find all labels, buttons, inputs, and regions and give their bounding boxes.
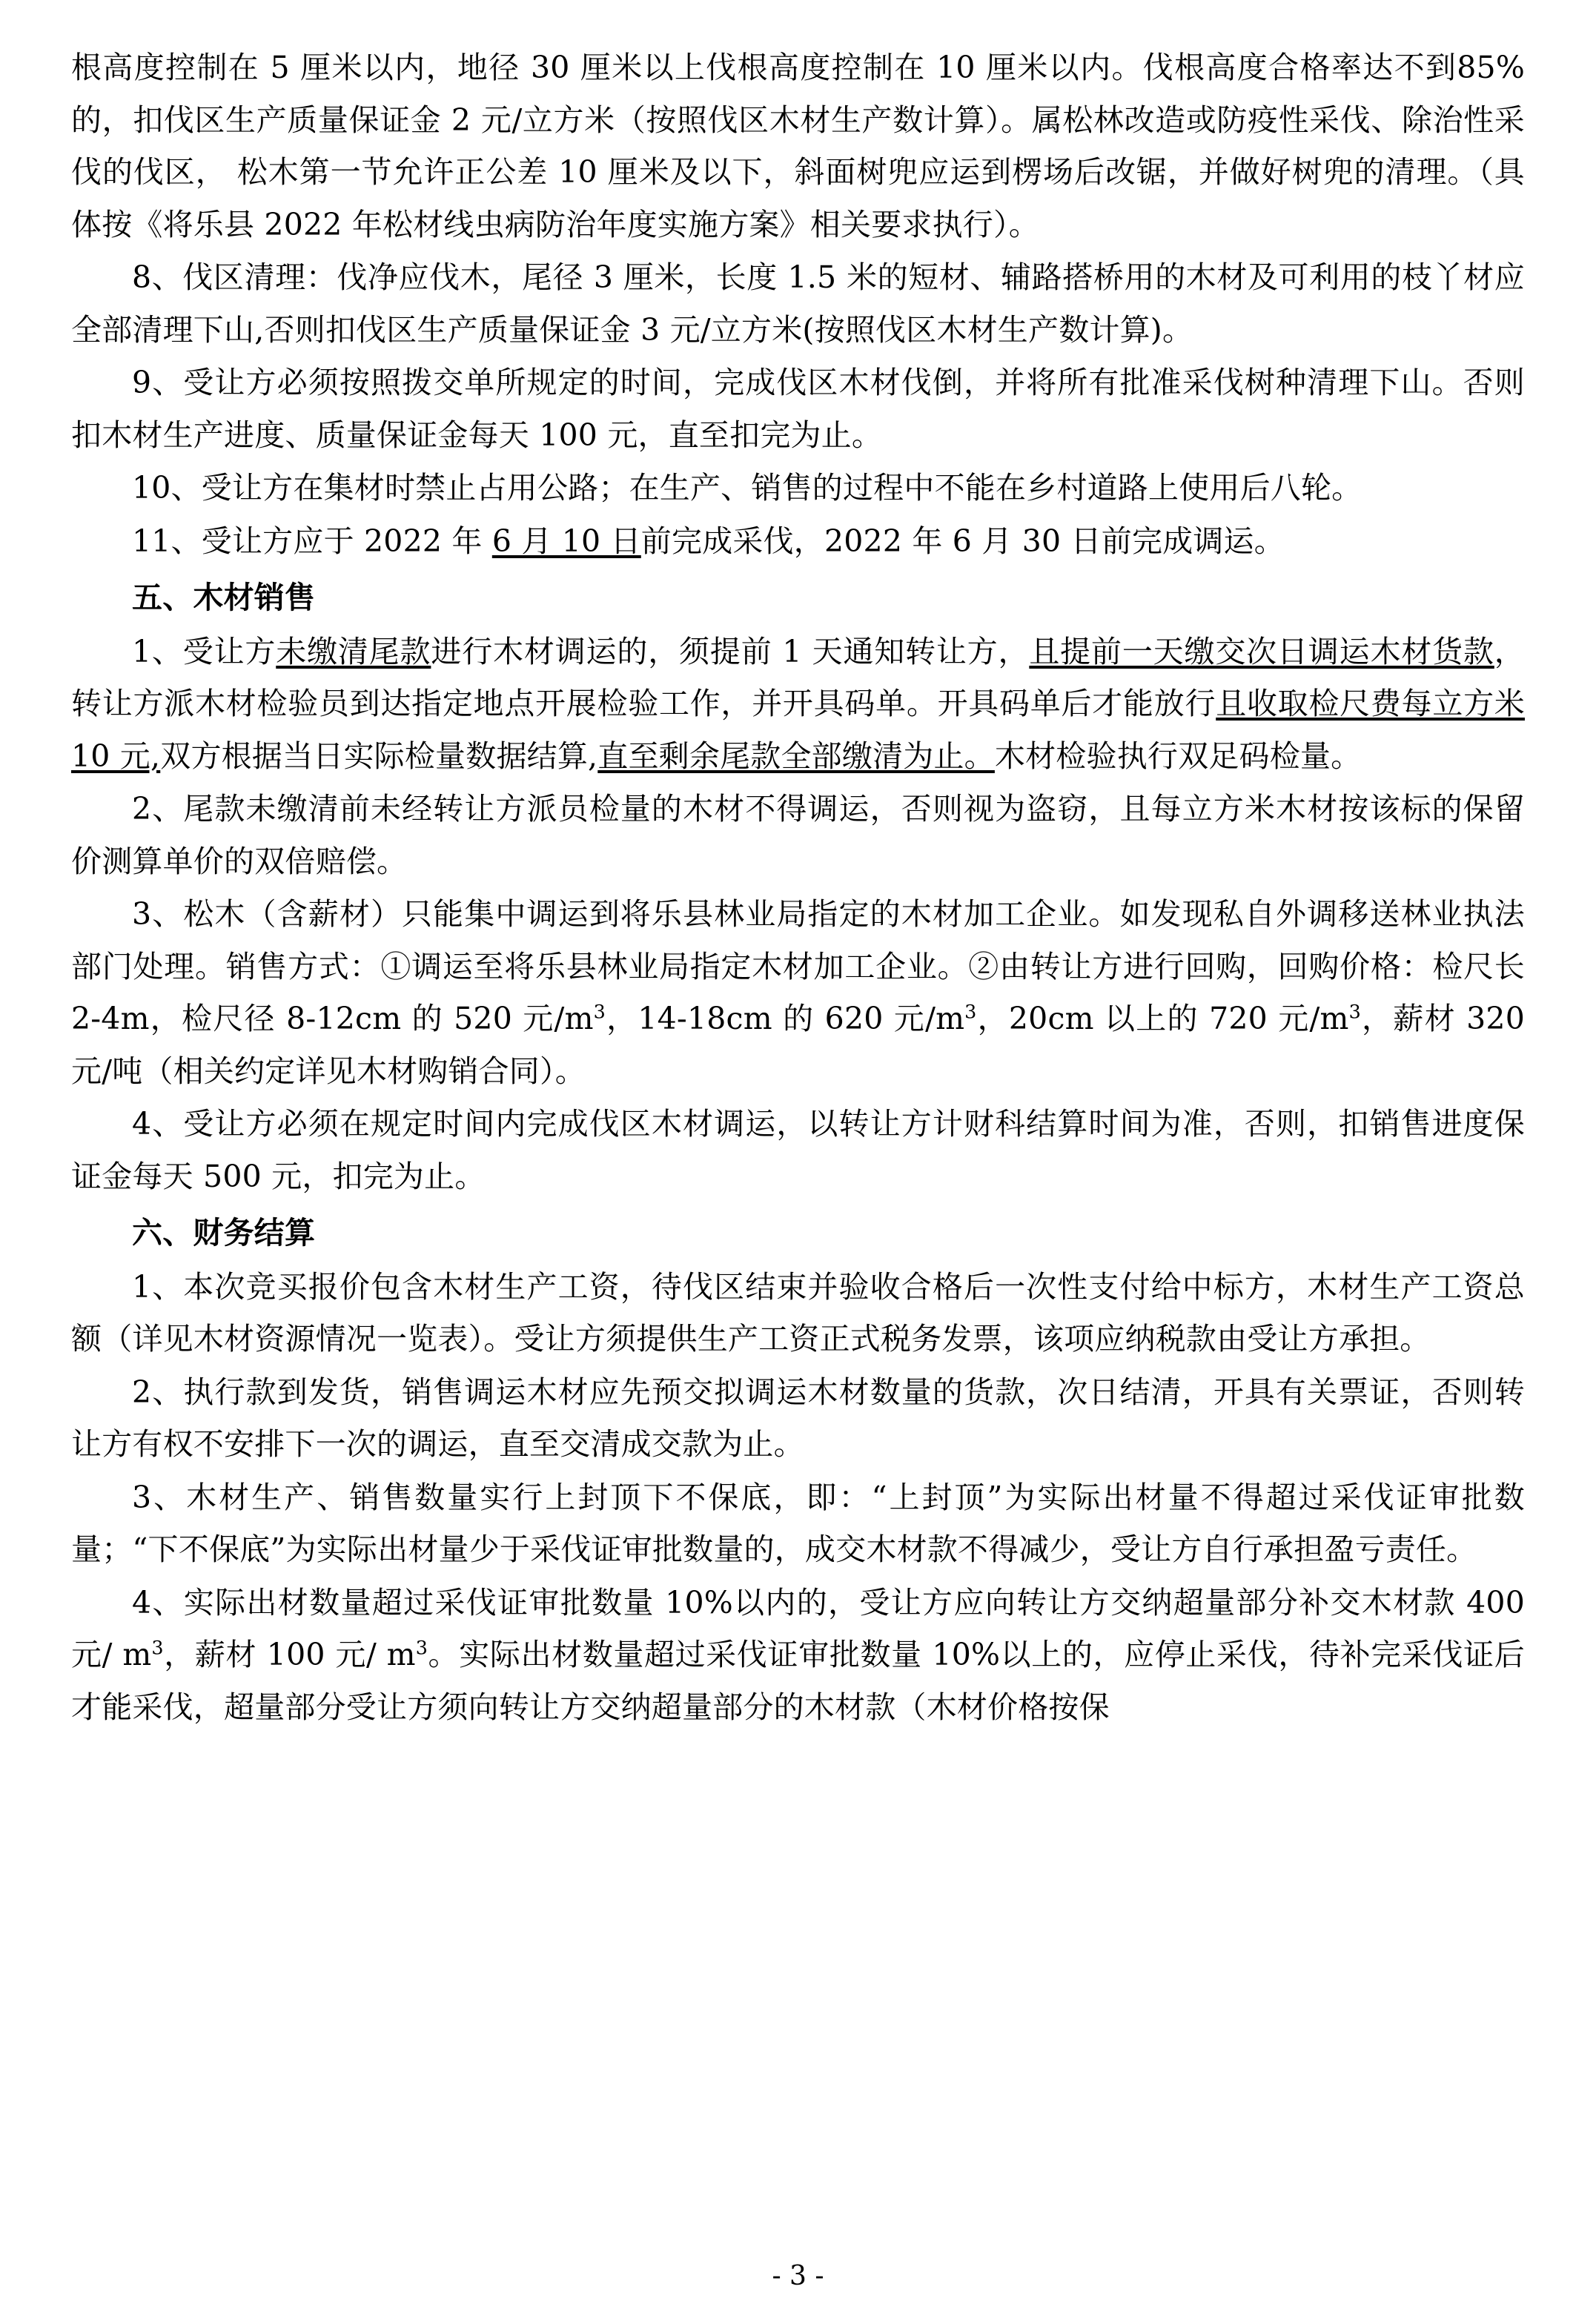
text-run: 木材检验执行双足码检量。 [994,738,1362,774]
text-run: 3、松木（含薪材）只能集中调运到将乐县林业局指定的木材加工企业。如发现私自外调移送林业执法部门处理。销售方式：①调运至将乐县林业局指定木材加工企业。②由转让方进行回购，回购价格：检尺长 2-4m，检尺径 8-12cm 的 520 元/m [71,896,1525,1037]
superscript: 3 [415,1636,428,1659]
underlined-text: 未缴清尾款 [276,633,431,669]
text-run: 4、实际出材数量超过采伐证审批数量 10%以内的，受让方应向转让方交纳超量部分补交木材款 400 元/ m [71,1584,1525,1673]
superscript: 3 [1348,1000,1361,1023]
section-heading: 五、木材销售 [132,580,316,616]
section-heading: 六、财务结算 [132,1215,316,1251]
text-run: 。实际出材数量超过采伐证审批数量 10%以上的，应停止采伐，待补完采伐证后才能采伐，超量部分受让方须向转让方交纳超量部分的木材款（木材价格按保 [71,1637,1525,1725]
superscript: 3 [593,1000,606,1023]
paragraph [71,888,1525,1097]
underlined-text: 且收取检尺费每立方米 10 元, [71,686,1525,774]
underlined-text: 直至剩余尾款全部缴清为止。 [597,738,995,774]
text-run: ，20cm 以上的 720 元/m [976,1001,1349,1037]
paragraph: 3、木材生产、销售数量实行上封顶下不保底，即：“上封顶”为实际出材量不得超过采伐证审批数量；“下不保底”为实际出材量少于采伐证审批数量的，成交木材款不得减少，受让方自行承担盈亏责任。 [71,1479,1525,1568]
text-run: ，转让方派木材检验员到达指定地点开展检验工作，并开具码单。开具码单后才能放行 [71,633,1525,722]
paragraph [71,515,1525,568]
text-run: 11、受让方应于 2022 年 [132,523,492,559]
paragraph: 9、受让方必须按照拨交单所规定的时间，完成伐区木材伐倒，并将所有批准采伐树种清理下山。否则扣木材生产进度、质量保证金每天 100 元，直至扣完为止。 [71,365,1525,453]
text-run: 双方根据当日实际检量数据结算, [160,738,598,774]
superscript: 3 [151,1636,164,1659]
text-run: ，薪材 320 元/吨（相关约定详见木材购销合同）。 [71,1001,1525,1089]
paragraph [71,1577,1525,1734]
paragraph: 4、受让方必须在规定时间内完成伐区木材调运，以转让方计财科结算时间为准，否则，扣销售进度保证金每天 500 元，扣完为止。 [71,1106,1525,1194]
page-number: - 3 - [772,2261,824,2291]
superscript: 3 [964,1000,977,1023]
text-run: ，14-18cm 的 620 元/m [606,1001,965,1037]
underlined-text: 且提前一天缴交次日调运木材货款 [1029,633,1494,669]
paragraph: 8、伐区清理：伐净应伐木，尾径 3 厘米，长度 1.5 米的短材、辅路搭桥用的木材及可利用的枝丫材应全部清理下山,否则扣伐区生产质量保证金 3 元/立方米(按照伐区木材生产数计算)。 [71,259,1525,348]
underlined-text: 6 月 10 日 [491,523,641,559]
paragraph: 2、执行款到发货，销售调运木材应先预交拟调运木材数量的货款，次日结清，开具有关票证，否则转让方有权不安排下一次的调运，直至交清成交款为止。 [71,1374,1525,1463]
text-run: 进行木材调运的，须提前 1 天通知转让方， [431,633,1030,669]
paragraph: 1、本次竞买报价包含木材生产工资，待伐区结束并验收合格后一次性支付给中标方，木材生产工资总额（详见木材资源情况一览表）。受让方须提供生产工资正式税务发票，该项应纳税款由受让方承担。 [71,1268,1525,1357]
text-run: 前完成采伐，2022 年 6 月 30 日前完成调运。 [640,523,1285,559]
text-run: ，薪材 100 元/ m [163,1637,416,1673]
paragraph: 10、受让方在集材时禁止占用公路；在生产、销售的过程中不能在乡村道路上使用后八轮。 [132,470,1362,506]
text-run: 1、受让方 [132,633,277,669]
paragraph [71,626,1525,783]
paragraph: 2、尾款未缴清前未经转让方派员检量的木材不得调运，否则视为盗窃，且每立方米木材按该标的保留价测算单价的双倍赔偿。 [71,791,1525,879]
document-body [71,42,1525,1734]
paragraph: 根高度控制在 5 厘米以内，地径 30 厘米以上伐根高度控制在 10 厘米以内。伐根高度合格率达不到85%的，扣伐区生产质量保证金 2 元/立方米（按照伐区木材生产数计算）。属松林改造或防疫性采伐、除治性采伐的伐区， 松木第一节允许正公差 10 厘米及以下，斜面树兜应运到楞场后改锯，并做好树兜的清理。（具体按《将乐县 2022 年松材线虫病防治年度实施方案》相关要求执行）。 [71,50,1525,242]
